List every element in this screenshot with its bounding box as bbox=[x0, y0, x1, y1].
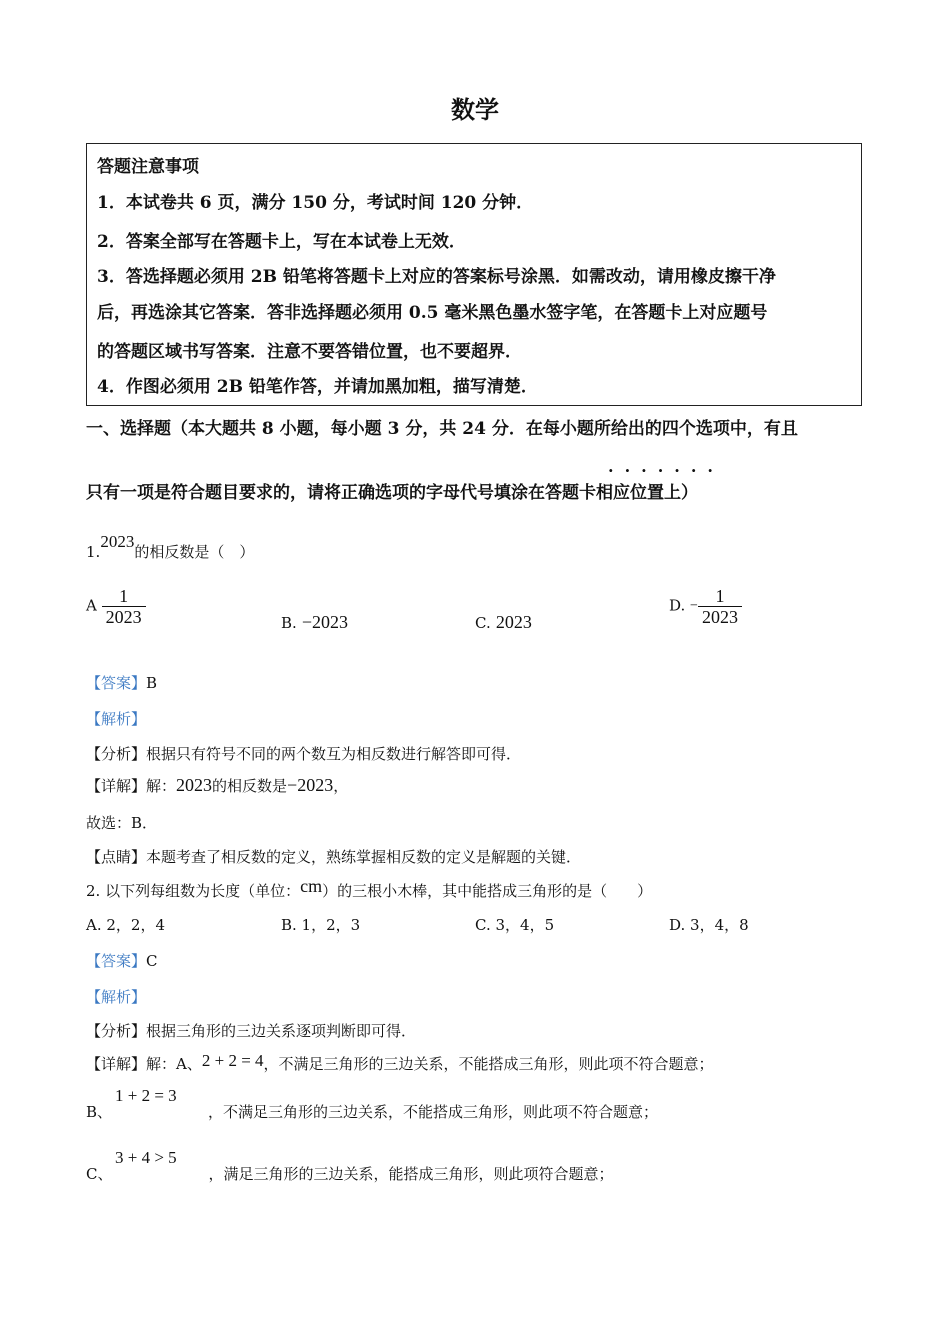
denominator: 2023 bbox=[102, 606, 146, 627]
detail-text: ，不满足三角形的三边关系，不能搭成三角形，则此项不符合题意； bbox=[208, 1103, 659, 1121]
detail-text: 解：A、 bbox=[146, 1055, 202, 1073]
notice-item: 1．本试卷共 6 页，满分 150 分，考试时间 120 分钟． bbox=[97, 193, 534, 213]
detail-text: ，满足三角形的三边关系，能搭成三角形，则此项符合题意； bbox=[208, 1165, 614, 1183]
q2-option-d: D. 3，4，8 bbox=[669, 916, 749, 934]
q2-expr-b: 1 + 2 = 3 bbox=[115, 1086, 177, 1105]
q1-answer bbox=[86, 672, 157, 693]
detail-tag: 【详解】 bbox=[86, 777, 147, 795]
question-number: 1. bbox=[86, 543, 101, 561]
notice-item: 4．作图必须用 2B 铅笔作答，并请加黑加粗，描写清楚． bbox=[97, 377, 538, 397]
fenxi-text: 根据三角形的三边关系逐项判断即可得． bbox=[146, 1022, 417, 1040]
notice-item: 后，再选涂其它答案．答非选择题必须用 0.5 毫米黑色墨水签字笔，在答题卡上对应题号 bbox=[97, 303, 768, 323]
q2-option-b: B. 1，2，3 bbox=[281, 916, 361, 934]
question-text: 2. 以下列每组数为长度（单位： bbox=[86, 882, 301, 900]
notice-item: 2．答案全部写在答题卡上，写在本试卷上无效． bbox=[97, 232, 466, 252]
fenxi-text: 根据只有符号不同的两个数互为相反数进行解答即可得． bbox=[146, 745, 522, 763]
answer-tag: 【答案】 bbox=[86, 952, 147, 970]
q2-fenxi bbox=[86, 1020, 416, 1041]
q1-fenxi bbox=[86, 743, 521, 764]
section-heading-line2: 只有一项是符合题目要求的，请将正确选项的字母代号填涂在答题卡相应位置上） bbox=[86, 483, 698, 503]
q1-analysis-tag: 【解析】 bbox=[86, 710, 147, 728]
option-label: D. bbox=[669, 596, 686, 615]
option-a bbox=[86, 586, 146, 627]
fraction bbox=[698, 586, 742, 627]
question-expression: 2023 bbox=[100, 532, 135, 551]
section-heading-line1: 一、选择题（本大题共 8 小题，每小题 3 分，共 24 分．在每小题所给出的四个选项中，有且 bbox=[86, 419, 798, 439]
answer-value: B bbox=[146, 674, 158, 692]
option-label: B. bbox=[281, 614, 297, 632]
comment-tag: 【点睛】 bbox=[86, 848, 147, 866]
question-text: 的相反数是（ ） bbox=[134, 543, 255, 561]
detail-text: 解： bbox=[146, 777, 177, 795]
answer-value: C bbox=[146, 952, 158, 970]
answer-tag: 【答案】 bbox=[86, 674, 147, 692]
denominator: 2023 bbox=[698, 606, 742, 627]
detail-text: ，不满足三角形的三边关系，不能搭成三角形，则此项不符合题意； bbox=[263, 1055, 714, 1073]
q1-comment bbox=[86, 846, 581, 867]
option-c bbox=[475, 612, 532, 633]
q2-answer bbox=[86, 950, 158, 971]
option-label: A bbox=[86, 596, 97, 615]
question-text: ）的三根小木棒，其中能搭成三角形的是（ ） bbox=[322, 882, 653, 900]
option-value: 2023 bbox=[495, 612, 532, 632]
emphasis-dots: ······· bbox=[608, 461, 724, 480]
math-expression: 2023 bbox=[176, 775, 213, 795]
page-title: 数学 bbox=[451, 95, 499, 124]
option-d bbox=[669, 586, 742, 627]
unit: cm bbox=[300, 876, 323, 896]
math-expression: 2 + 2 = 4 bbox=[201, 1051, 264, 1070]
q2-analysis-tag: 【解析】 bbox=[86, 988, 147, 1006]
notice-item: 3．答选择题必须用 2B 铅笔将答题卡上对应的答案标号涂黑．如需改动，请用橡皮擦干净 bbox=[97, 267, 776, 287]
q1-detail bbox=[86, 775, 348, 796]
q2-detail-c bbox=[86, 1163, 614, 1184]
fraction bbox=[102, 586, 146, 627]
notice-heading: 答题注意事项 bbox=[97, 157, 199, 177]
numerator: 1 bbox=[715, 586, 725, 606]
detail-label: B、 bbox=[86, 1103, 113, 1121]
numerator: 1 bbox=[119, 586, 129, 606]
option-label: C. bbox=[475, 614, 491, 632]
minus-sign: − bbox=[690, 598, 698, 614]
detail-text: ， bbox=[333, 777, 349, 795]
detail-tag: 【详解】 bbox=[86, 1055, 147, 1073]
q2-detail-a bbox=[86, 1053, 714, 1074]
q2-detail-b bbox=[86, 1101, 658, 1122]
detail-label: C、 bbox=[86, 1165, 113, 1183]
fenxi-tag: 【分析】 bbox=[86, 745, 147, 763]
option-b bbox=[281, 612, 348, 633]
notice-item: 的答题区域书写答案．注意不要答错位置，也不要超界． bbox=[97, 342, 522, 362]
q2-option-a: A. 2，2，4 bbox=[86, 916, 165, 934]
detail-text: 的相反数是 bbox=[212, 777, 288, 795]
fenxi-tag: 【分析】 bbox=[86, 1022, 147, 1040]
comment-text: 本题考查了相反数的定义，熟练掌握相反数的定义是解题的关键． bbox=[146, 848, 582, 866]
q2-expr-c: 3 + 4 > 5 bbox=[115, 1148, 177, 1167]
q1-choose: 故选：B． bbox=[86, 814, 158, 832]
q2-option-c: C. 3，4，5 bbox=[475, 916, 555, 934]
question-2 bbox=[86, 876, 653, 901]
option-value: −2023 bbox=[301, 612, 349, 632]
math-expression: −2023 bbox=[287, 775, 334, 795]
question-1 bbox=[86, 532, 255, 562]
